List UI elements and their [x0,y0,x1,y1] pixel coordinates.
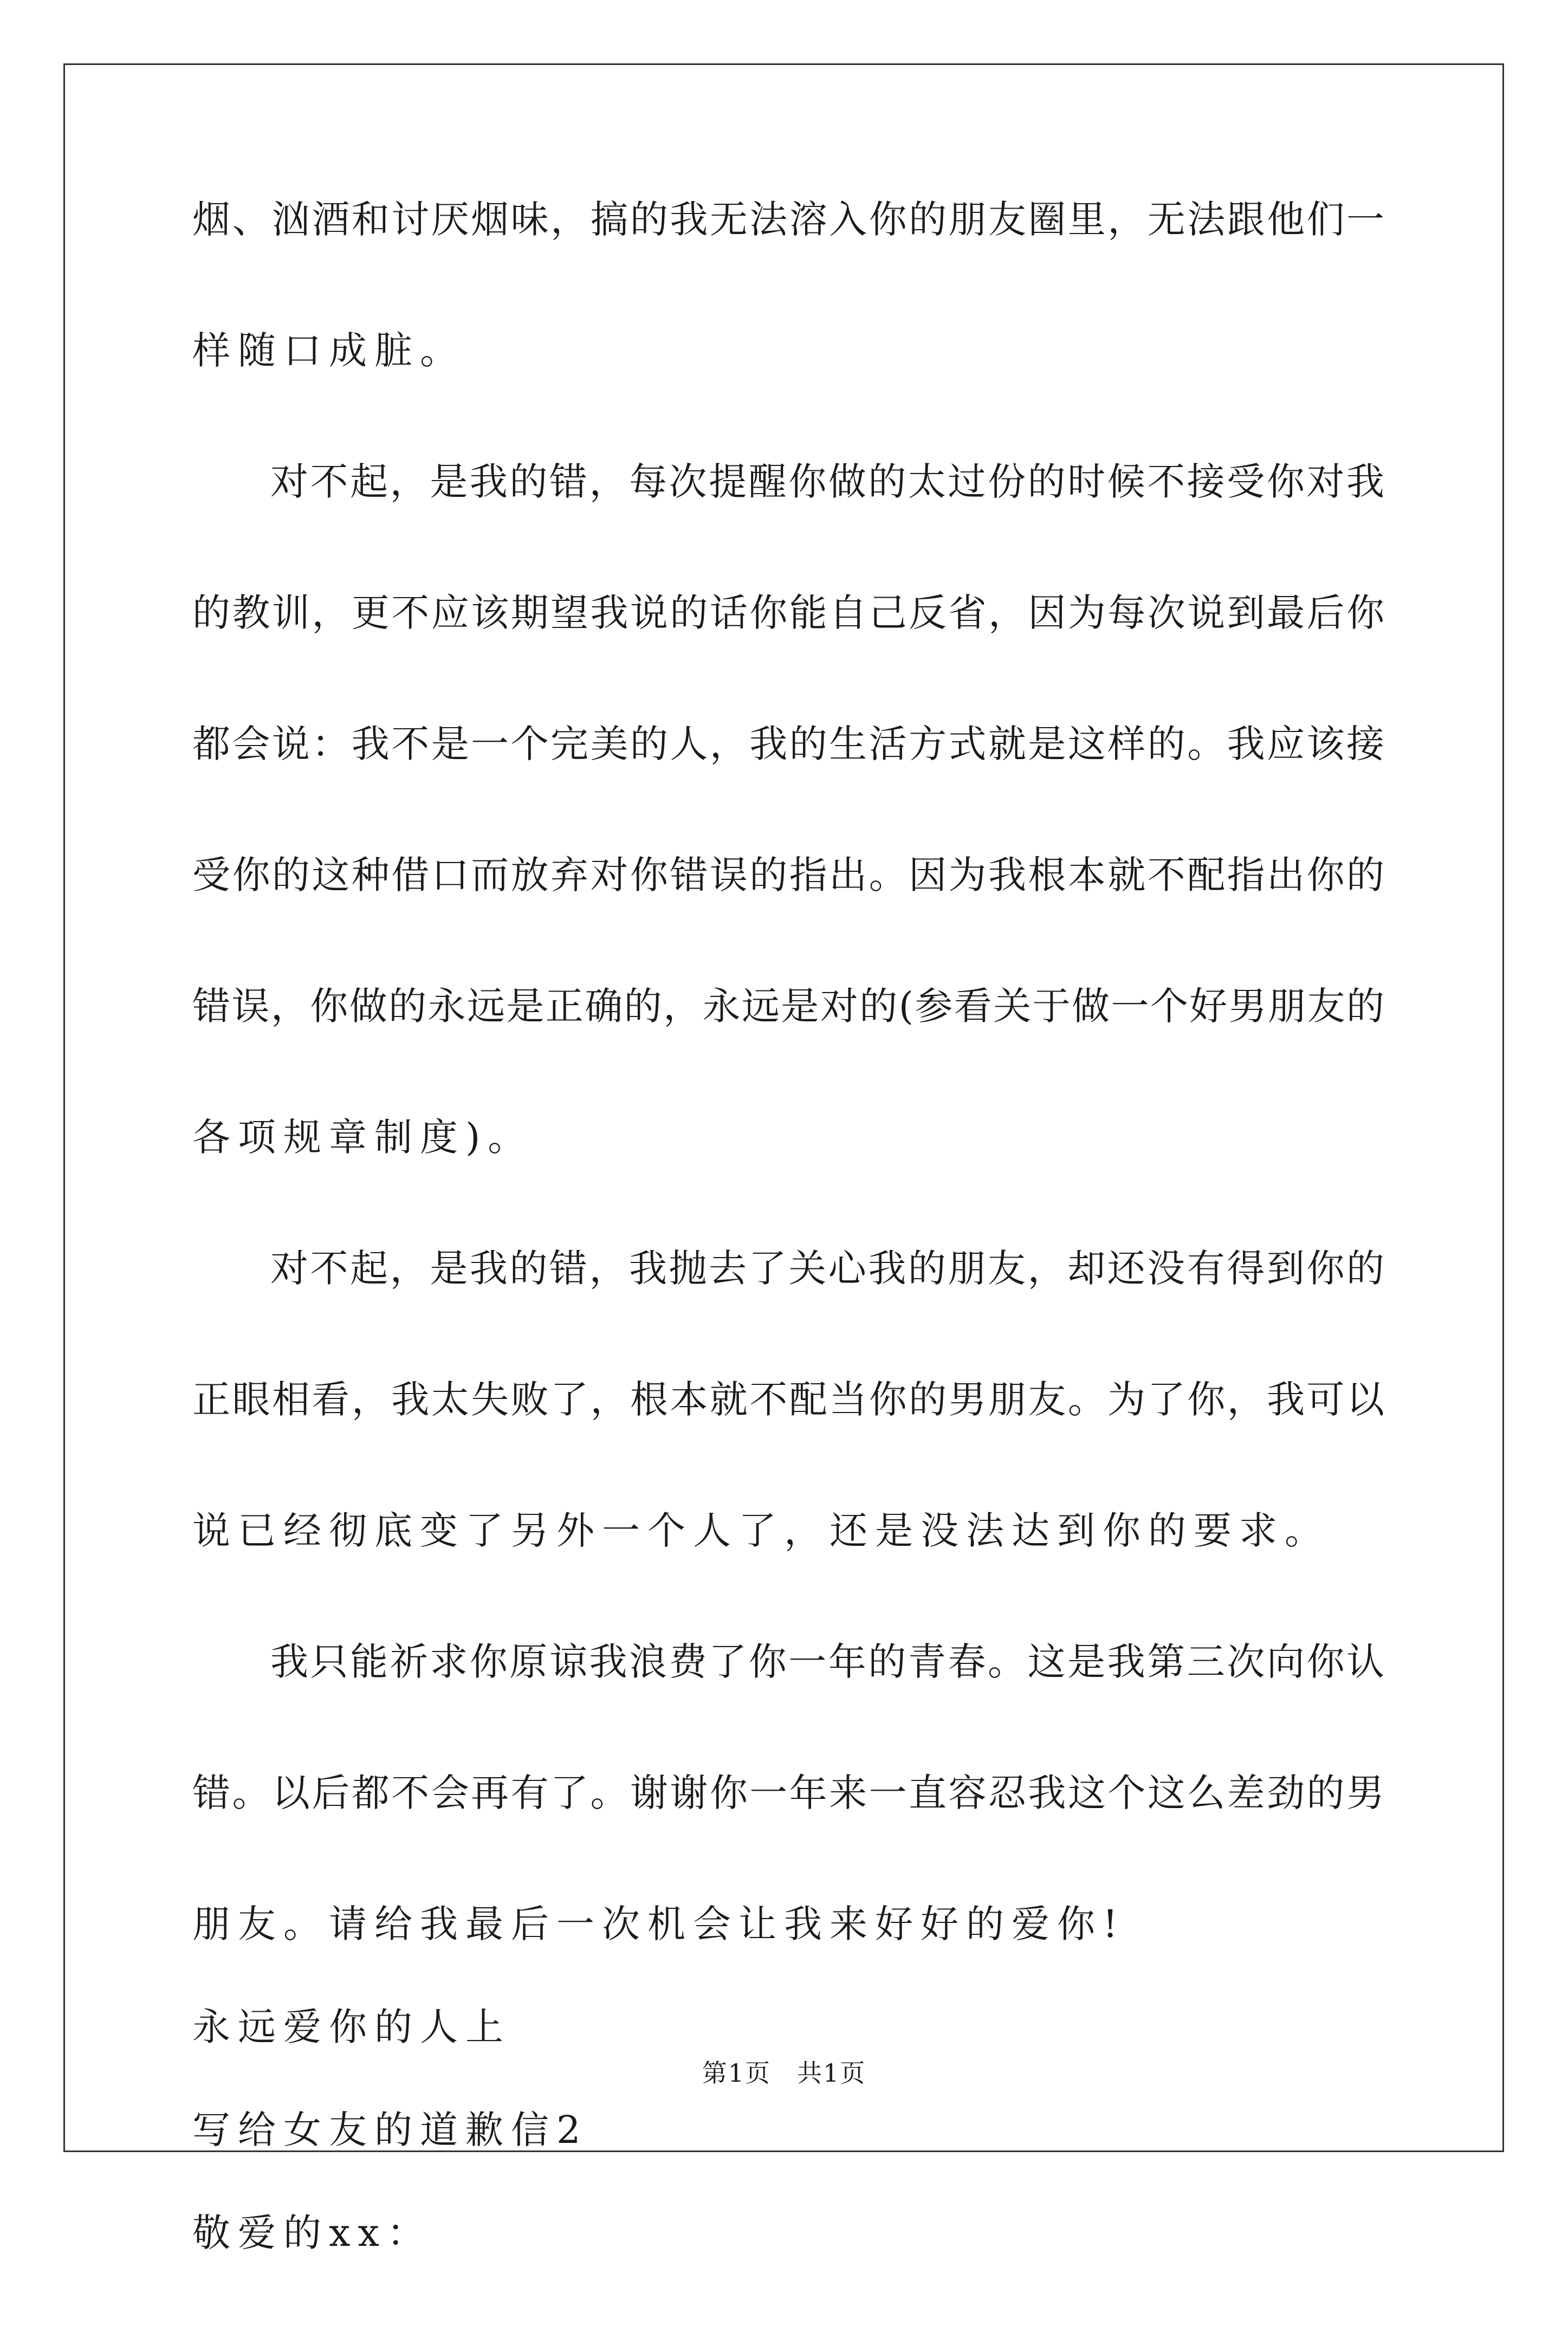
body-line: 受你的这种借口而放弃对你错误的指出。因为我根本就不配指出你的 [192,853,1384,897]
body-line: 错误，你做的永远是正确的，永远是对的(参看关于做一个好男朋友的 [192,984,1384,1028]
body-line: 我只能祈求你原谅我浪费了你一年的青春。这是我第三次向你认 [270,1640,1384,1684]
body-line: 各项规章制度)。 [192,1115,534,1159]
body-line: 对不起，是我的错，我抛去了关心我的朋友，却还没有得到你的 [270,1246,1384,1291]
body-line: 朋友。请给我最后一次机会让我来好好的爱你! [192,1902,1126,1946]
body-line: 对不起，是我的错，每次提醒你做的太过份的时候不接受你对我 [270,459,1384,504]
body-line: 都会说：我不是一个完美的人，我的生活方式就是这样的。我应该接 [192,722,1384,766]
body-line: 的教训，更不应该期望我说的话你能自己反省，因为每次说到最后你 [192,591,1384,635]
body-line: 说已经彻底变了另外一个人了，还是没法达到你的要求。 [192,1508,1330,1553]
body-line: 样随口成脏。 [192,328,465,373]
salutation: 敬爱的xx： [192,2211,432,2255]
body-line: 正眼相看，我太失败了，根本就不配当你的男朋友。为了你，我可以 [192,1377,1384,1422]
page-footer: 第1页 共1页 [702,2058,866,2088]
body-line: 烟、汹酒和讨厌烟味，搞的我无法溶入你的朋友圈里，无法跟他们一 [192,197,1384,242]
section-title: 写给女友的道歉信2 [192,2108,588,2152]
signature: 永远爱你的人上 [192,2005,511,2049]
body-line: 错。以后都不会再有了。谢谢你一年来一直容忍我这个这么差劲的男 [192,1771,1384,1815]
document-body [192,197,1384,2345]
